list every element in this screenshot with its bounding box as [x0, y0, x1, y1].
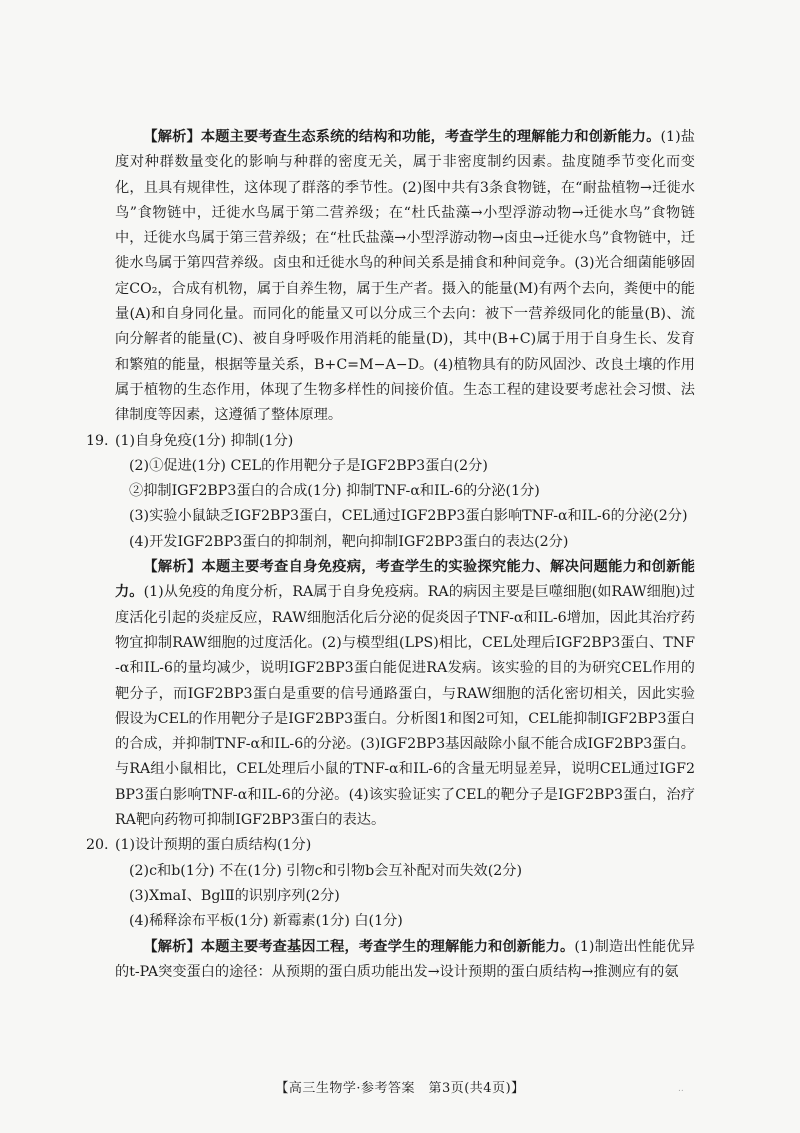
- q19-line-4: (3)实验小鼠缺乏IGF2BP3蛋白，CEL通过IGF2BP3蛋白影响TNF-α和IL-6的分泌(2分): [129, 508, 688, 525]
- q19-line-3: ②抑制IGF2BP3蛋白的合成(1分) 抑制TNF-α和IL-6的分泌(1分): [129, 483, 540, 500]
- q20-line-3: (3)XmaⅠ、BglⅡ的识别序列(2分): [129, 887, 340, 904]
- q20-line-1: 20. (1)设计预期的蛋白质结构(1分): [115, 833, 695, 858]
- q20-line-2: (2)c和b(1分) 不在(1分) 引物c和引物b会互补配对而失效(2分): [129, 862, 523, 879]
- analysis-lead: 本题主要考查基因工程，考查学生的理解能力和创新能力。: [200, 938, 575, 955]
- q19-line-2: (2)①促进(1分) CEL的作用靶分子是IGF2BP3蛋白(2分): [129, 457, 488, 474]
- q20-number: 20.: [86, 837, 109, 854]
- answer-content: [86, 125, 695, 985]
- q19-number: 19.: [86, 432, 109, 449]
- page-footer: 【高三生物学·参考答案 第3页(共4页)】: [275, 1081, 525, 1096]
- analysis-body: (1)从免疫的角度分析，RA属于自身免疫病。RA的病因主要是巨噬细胞(如RAW细胞)过度活化引起的炎症反应，RAW细胞活化后分泌的促炎因子TNF-α和IL-6增加，因此其治疗药物宜抑制RAW细胞的过度活化。(2)与模型组(LPS)相比，CEL处理后IGF2BP3蛋白、TNF-α和IL-6的量均减少，说明IGF2BP3蛋白能促进RA发病。该实验的目的为研究CEL作用的靶分子，而IGF2BP3蛋白是重要的信号通路蛋白，与RAW细胞的活化密切相关，因此实验假设为CEL的作用靶分子是IGF2BP3蛋白。分析图1和图2可知，CEL能抑制IGF2BP3蛋白的合成，并抑制TNF-α和IL-6的分泌。(3)IGF2BP3基因敲除小鼠不能合成IGF2BP3蛋白。与RA组小鼠相比，CEL处理后小鼠的TNF-α和IL-6的含量无明显差异，说明CEL通过IGF2BP3蛋白影响TNF-α和IL-6的分泌。(4)该实验证实了CEL的靶分子是IGF2BP3蛋白，治疗RA靶向药物可抑制IGF2BP3蛋白的表达。: [115, 584, 695, 829]
- q19-line-1: 19. (1)自身免疫(1分) 抑制(1分): [115, 429, 695, 454]
- q19-line-5: (4)开发IGF2BP3蛋白的抑制剂，靶向抑制IGF2BP3蛋白的表达(2分): [129, 533, 569, 550]
- analysis-tag: 【解析】: [143, 938, 201, 955]
- analysis-19: [115, 555, 695, 833]
- q20-line-4: (4)稀释涂布平板(1分) 新霉素(1分) 白(1分): [129, 913, 403, 930]
- analysis-20: [115, 935, 695, 986]
- analysis-lead: 本题主要考查自身免疫病，考查学生的实验探究能力、解决问题能力和创新能力。: [115, 559, 695, 601]
- analysis-18: [115, 125, 695, 429]
- corner-mark: ..: [678, 1084, 684, 1094]
- analysis-body: (1)制造出性能优异的t-PA突变蛋白的途径：从预期的蛋白质功能出发→设计预期的蛋白质结构→推测应有的氨: [115, 938, 695, 980]
- analysis-tag: 【解析】: [143, 129, 201, 145]
- analysis-lead: 本题主要考查生态系统的结构和功能，考查学生的理解能力和创新能力。: [200, 129, 661, 145]
- analysis-body: (1)盐度对种群数量变化的影响与种群的密度无关，属于非密度制约因素。盐度随季节变化而变化，且具有规律性，这体现了群落的季节性。(2)图中共有3条食物链，在“耐盐植物→迁徙水鸟”食物链中，迁徙水鸟属于第二营养级；在“杜氏盐藻→小型浮游动物→迁徙水鸟”食物链中，迁徙水鸟属于第三营养级；在“杜氏盐藻→小型浮游动物→卤虫→迁徙水鸟”食物链中，迁徙水鸟属于第四营养级。卤虫和迁徙水鸟的种间关系是捕食和种间竞争。(3)光合细菌能够固定CO₂，合成有机物，属于自养生物，属于生产者。摄入的能量(M)有两个去向，粪便中的能量(A)和自身同化量。而同化的能量又可以分成三个去向：被下一营养级同化的能量(B)、流向分解者的能量(C)、被自身呼吸作用消耗的能量(D)，其中(B+C)属于用于自身生长、发育和繁殖的能量，根据等量关系，B+C=M−A−D。(4)植物具有的防风固沙、改良土壤的作用属于植物的生态作用，体现了生物多样性的间接价值。生态工程的建设要考虑社会习惯、法律制度等因素，这遵循了整体原理。: [115, 129, 695, 424]
- analysis-tag: 【解析】: [143, 559, 202, 576]
